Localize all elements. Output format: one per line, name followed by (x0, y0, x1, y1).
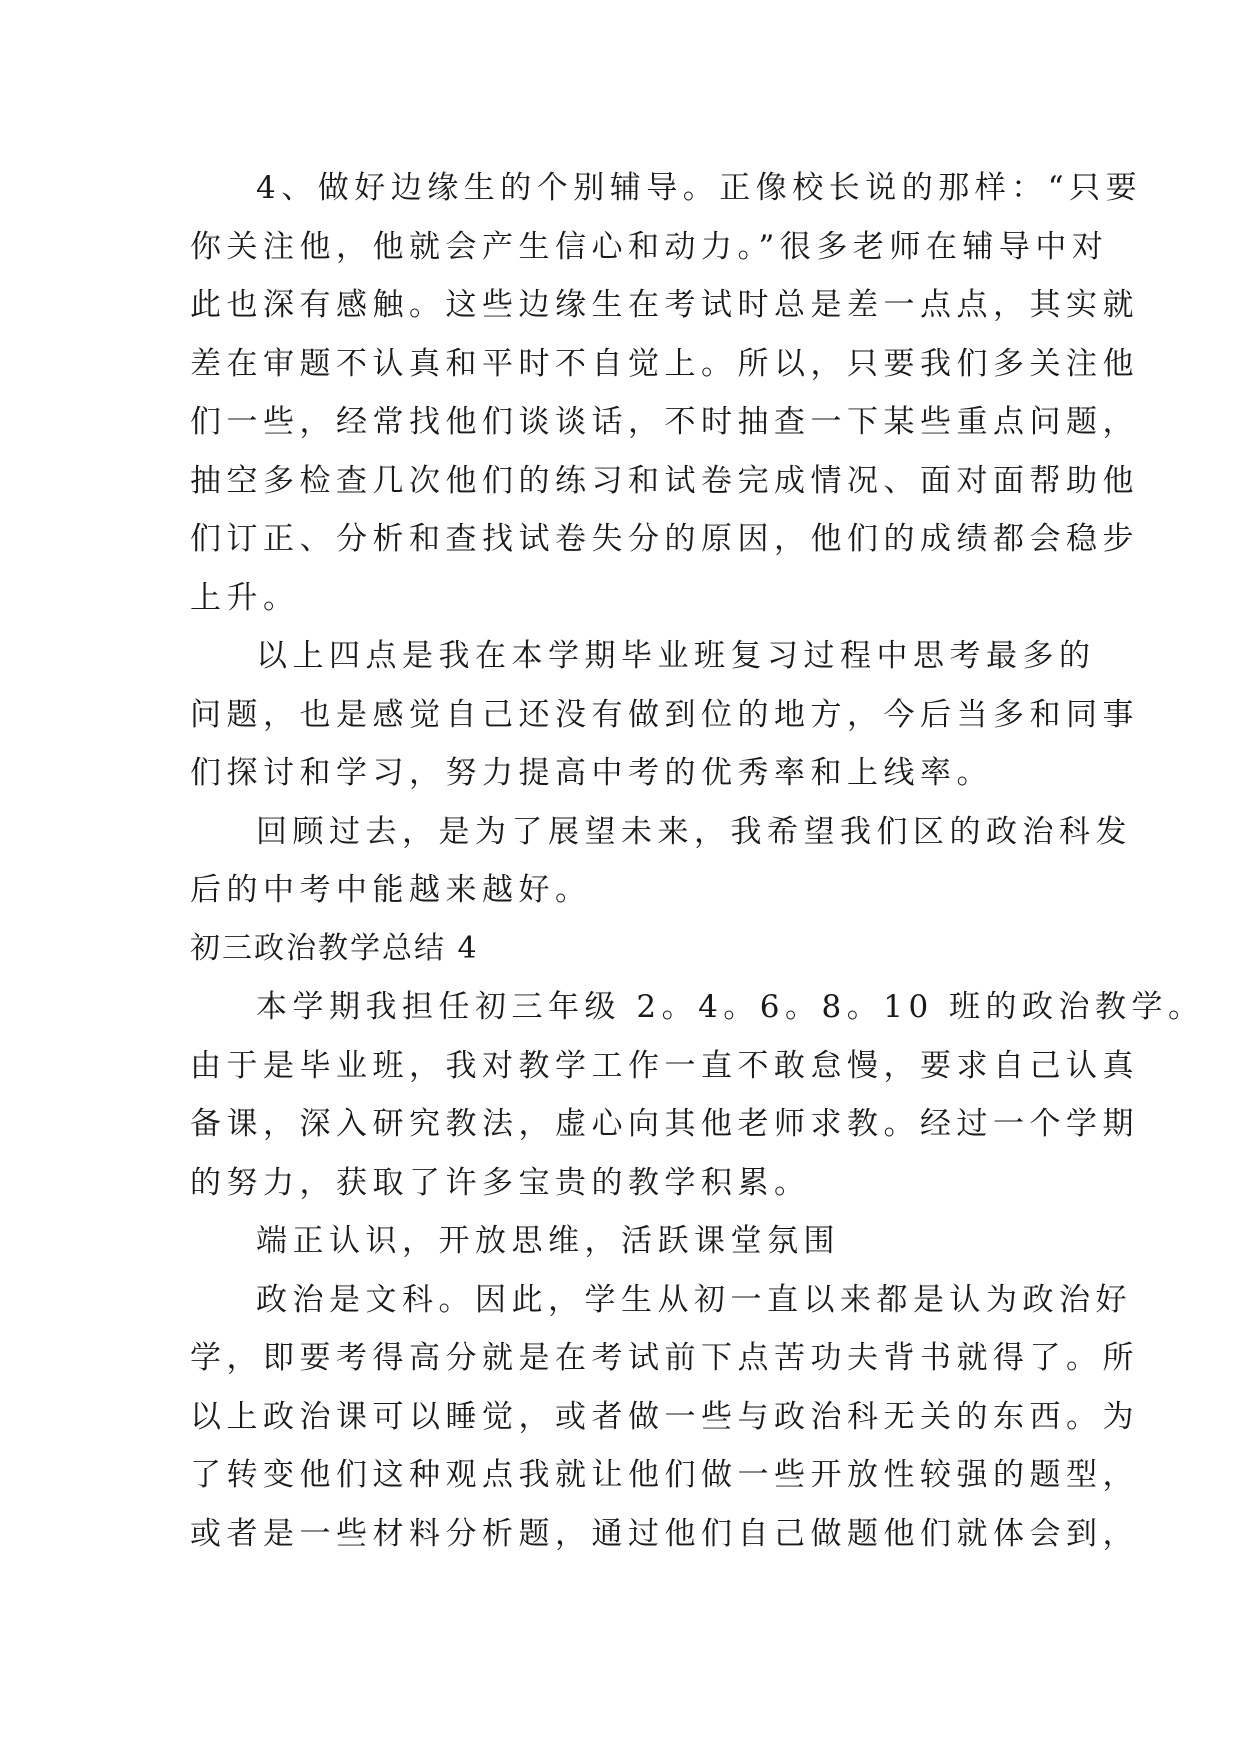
text-line: 学，即要考得高分就是在考试前下点苦功夫背书就得了。所 (190, 1340, 1139, 1376)
text-line: 回顾过去，是为了展望未来，我希望我们区的政治科发 (256, 813, 1132, 850)
text-line: 们一些，经常找他们谈谈话，不时抽查一下某些重点问题， (190, 404, 1139, 440)
text-line: 问题，也是感觉自己还没有做到位的地方，今后当多和同事 (190, 696, 1139, 733)
text-line: 4、做好边缘生的个别辅导。正像校长说的那样：“只要 (256, 170, 1143, 206)
text-line: 由于是毕业班，我对教学工作一直不敢怠慢，要求自己认真 (190, 1047, 1139, 1084)
text-line: 的努力，获取了许多宝贵的教学积累。 (190, 1164, 811, 1201)
paragraph-looking-forward (190, 803, 1132, 920)
paragraph-four-points-summary (190, 627, 1139, 803)
subheading-text: 端正认识，开放思维，活跃课堂氛围 (256, 1223, 840, 1259)
text-line: 备课，深入研究教法，虚心向其他老师求教。经过一个学期 (190, 1106, 1139, 1142)
text-line: 差在审题不认真和平时不自觉上。所以，只要我们多关注他 (190, 345, 1139, 382)
text-line: 上升。 (190, 579, 300, 616)
text-line: 后的中考中能越来越好。 (190, 872, 592, 908)
text-line: 以上政治课可以睡觉，或者做一些与政治科无关的东西。为 (190, 1398, 1139, 1435)
paragraph-semester-intro (190, 978, 1205, 1212)
text-line: 们订正、分析和查找试卷失分的原因，他们的成绩都会稳步 (190, 521, 1139, 557)
paragraph-marginal-student-tutoring (190, 159, 1143, 627)
section-title: 初三政治教学总结 4 (190, 930, 479, 966)
text-line: 你关注他，他就会产生信心和动力。”很多老师在辅导中对 (190, 228, 1109, 265)
text-line: 本学期我担任初三年级 2。4。6。8。10 班的政治教学。 (256, 989, 1205, 1025)
text-line: 政治是文科。因此，学生从初一直以来都是认为政治好 (256, 1281, 1132, 1318)
text-line: 此也深有感触。这些边缘生在考试时总是差一点点，其实就 (190, 287, 1139, 323)
text-line: 们探讨和学习，努力提高中考的优秀率和上线率。 (190, 755, 993, 791)
document-body (190, 159, 1205, 1563)
text-line: 了转变他们这种观点我就让他们做一些开放性较强的题型， (190, 1457, 1139, 1493)
text-line: 以上四点是我在本学期毕业班复习过程中思考最多的 (256, 638, 1096, 674)
section-heading (190, 920, 1070, 979)
subheading-paragraph (190, 1212, 1070, 1271)
text-line: 抽空多检查几次他们的练习和试卷完成情况、面对面帮助他 (190, 462, 1139, 499)
text-line: 或者是一些材料分析题，通过他们自己做题他们就体会到， (190, 1515, 1139, 1552)
paragraph-politics-is-liberal-arts (190, 1271, 1139, 1564)
